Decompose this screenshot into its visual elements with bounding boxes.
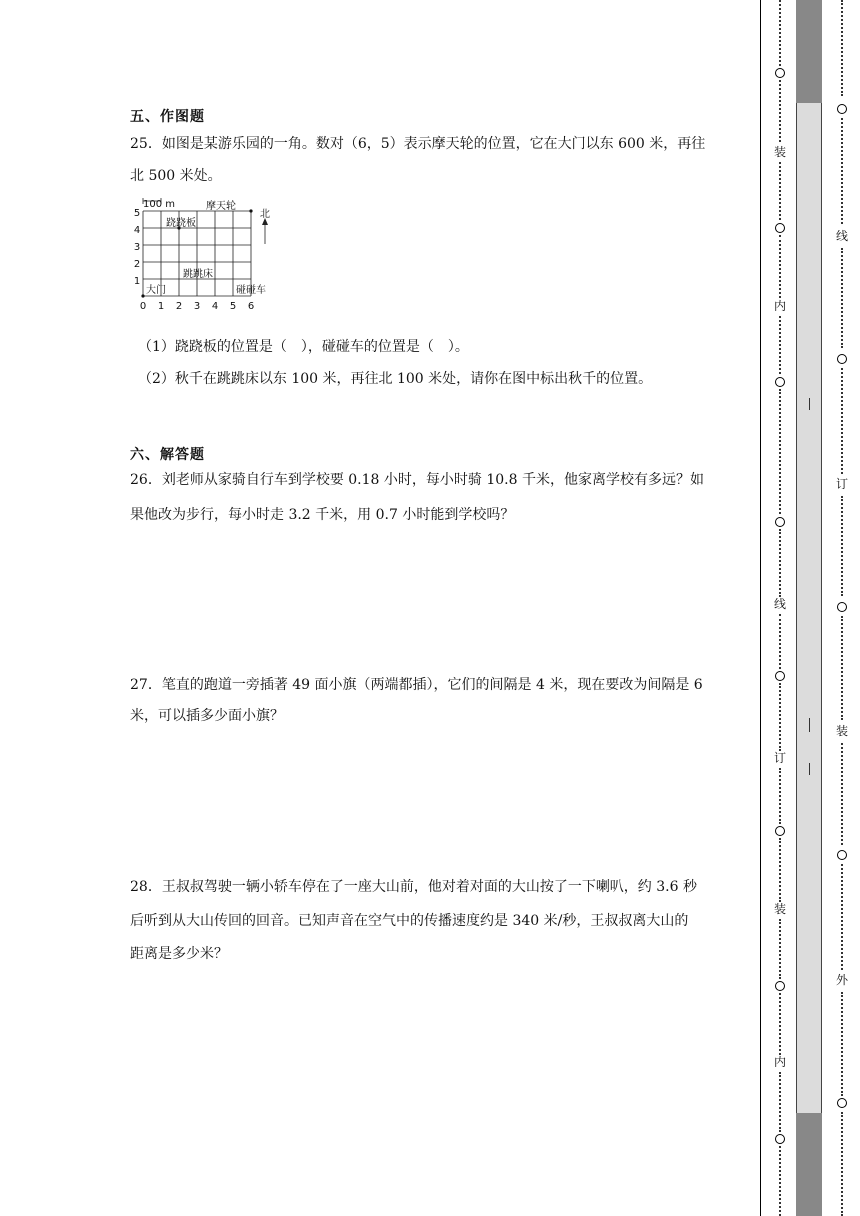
binding-left-column [770, 0, 790, 1216]
binding-bar-top [796, 0, 822, 103]
binding-label: 内 [773, 299, 786, 313]
trampoline-label: 跳跳床 [183, 269, 213, 280]
binding-hole-icon [775, 826, 785, 836]
binding-hole-icon [837, 354, 847, 364]
q25-sub1: （1）跷跷板的位置是（ ），碰碰车的位置是（ ）。 [138, 339, 469, 355]
q26-line2: 果他改为步行，每小时走 3.2 千米，用 0.7 小时能到学校吗？ [130, 507, 515, 523]
ferris-wheel-label: 摩天轮 [206, 201, 236, 212]
binding-label: 线 [835, 229, 848, 243]
y-tick: 1 [133, 276, 141, 287]
y-tick: 3 [133, 242, 141, 253]
q28-line2: 后听到从大山传回的回音。已知声音在空气中的传播速度约是 340 米/秒，王叔叔离大山的 [130, 913, 689, 929]
x-tick: 4 [211, 301, 219, 312]
binding-hole-icon [837, 602, 847, 612]
binding-hole-icon [775, 1134, 785, 1144]
x-tick: 1 [157, 301, 165, 312]
binding-hole-icon [775, 517, 785, 527]
binding-label: 装 [835, 724, 848, 738]
q25-sub2: （2）秋千在跳跳床以东 100 米，再往北 100 米处，请你在图中标出秋千的位置。 [138, 371, 653, 387]
binding-hole-icon [775, 223, 785, 233]
binding-label: 装 [773, 145, 786, 159]
binding-right-column [830, 0, 854, 1216]
north-label: 北 [260, 209, 270, 220]
binding-hole-icon [837, 104, 847, 114]
binding-hole-icon [775, 981, 785, 991]
x-tick: 6 [247, 301, 255, 312]
binding-label: 内 [773, 1055, 786, 1069]
binding-label: 外 [835, 973, 848, 987]
binding-label: 订 [773, 751, 786, 765]
seesaw-label: 跷跷板 [166, 218, 196, 229]
binding-hole-icon [837, 1098, 847, 1108]
binding-bar-middle [796, 103, 822, 1113]
q26-line1: 26．刘老师从家骑自行车到学校要 0.18 小时，每小时骑 10.8 千米，他家离学校有多远？如 [130, 472, 704, 488]
q25-line1: 25．如图是某游乐园的一角。数对（6，5）表示摩天轮的位置，它在大门以东 600 米，再往 [130, 136, 706, 152]
binding-hole-icon [775, 68, 785, 78]
section-title-answers: 六、解答题 [130, 447, 205, 463]
x-tick: 0 [139, 301, 147, 312]
q28-line3: 距离是多少米？ [130, 946, 228, 962]
binding-label: 订 [835, 477, 848, 491]
park-grid-figure [126, 196, 296, 328]
x-tick: 2 [175, 301, 183, 312]
binding-hole-icon [775, 671, 785, 681]
binding-hole-icon [775, 377, 785, 387]
scale-label: 100 m [143, 199, 176, 210]
binding-label: 线 [773, 597, 786, 611]
q27-line2: 米，可以插多少面小旗？ [130, 708, 284, 724]
binding-bar-bottom [796, 1113, 822, 1216]
q28-line1: 28．王叔叔驾驶一辆小轿车停在了一座大山前，他对着对面的大山按了一下喇叭，约 3.6 秒 [130, 879, 697, 895]
q25-line2: 北 500 米处。 [130, 168, 222, 184]
gate-label: 大门 [146, 285, 166, 296]
x-tick: 5 [229, 301, 237, 312]
binding-label: 装 [773, 902, 786, 916]
binding-hole-icon [837, 850, 847, 860]
bumper-cars-label: 碰碰车 [236, 285, 266, 296]
q27-line1: 27．笔直的跑道一旁插著 49 面小旗（两端都插），它们的间隔是 4 米，现在要改为间隔是 6 [130, 677, 703, 693]
y-tick: 5 [133, 208, 141, 219]
section-title-drawing: 五、作图题 [130, 109, 205, 125]
x-tick: 3 [193, 301, 201, 312]
y-tick: 4 [133, 225, 141, 236]
y-tick: 2 [133, 259, 141, 270]
binding-edge-line [760, 0, 761, 1216]
